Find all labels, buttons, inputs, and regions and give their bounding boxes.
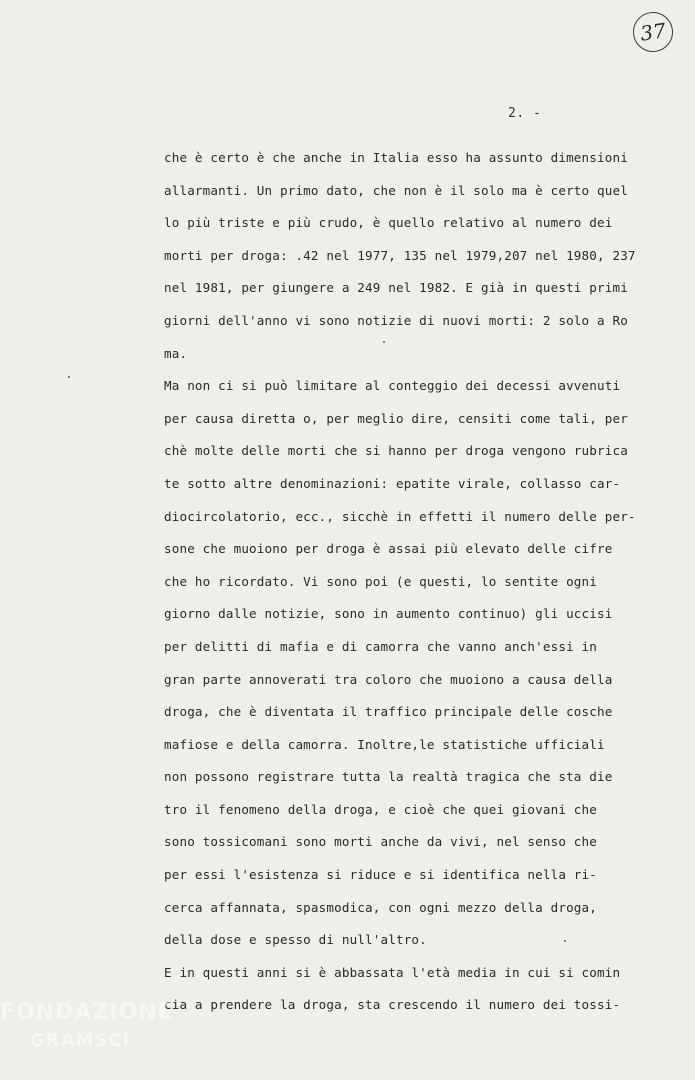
text-line: non possono registrare tutta la realtà tragica che sta die	[164, 769, 613, 785]
paper-speck	[564, 940, 566, 942]
text-line: droga, che è diventata il traffico principale delle cosche	[164, 704, 613, 720]
text-line: giorni dell'anno vi sono notizie di nuovi morti: 2 solo a Ro	[164, 312, 628, 328]
text-line: che è certo è che anche in Italia esso ha assunto dimensioni	[164, 150, 628, 165]
text-line: morti per droga: .42 nel 1977, 135 nel 1979,207 nel 1980, 237	[164, 247, 636, 263]
text-line: tro il fenomeno della droga, e cioè che quei giovani che	[164, 801, 597, 817]
paper-speck	[68, 376, 70, 378]
text-line: giorno dalle notizie, sono in aumento continuo) gli uccisi	[164, 606, 613, 622]
text-line: cia a prendere la droga, sta crescendo il numero dei tossi-	[164, 997, 621, 1013]
text-line: cerca affannata, spasmodica, con ogni mezzo della droga,	[164, 899, 597, 915]
watermark: FONDAZIONE	[0, 1000, 174, 1025]
body-text	[164, 142, 674, 1022]
text-line: sono tossicomani sono morti anche da vivi, nel senso che	[164, 834, 597, 850]
text-line: ma.	[164, 345, 188, 361]
text-line: nel 1981, per giungere a 249 nel 1982. E già in questi primi	[164, 280, 628, 296]
text-line: te sotto altre denominazioni: epatite virale, collasso car-	[164, 475, 621, 491]
text-line: per causa diretta o, per meglio dire, censiti come tali, per	[164, 410, 628, 426]
text-line: per essi l'esistenza si riduce e si identifica nella ri-	[164, 867, 597, 883]
text-line: che ho ricordato. Vi sono poi (e questi, lo sentite ogni	[164, 573, 597, 589]
text-line: gran parte annoverati tra coloro che muoiono a causa della	[164, 671, 613, 687]
page-stamp-number: 37	[638, 18, 668, 46]
text-line: mafiose e della camorra. Inoltre,le statistiche ufficiali	[164, 736, 605, 752]
text-line: per delitti di mafia e di camorra che vanno anch'essi in	[164, 638, 597, 654]
watermark-sub: GRAMSCI	[30, 1030, 131, 1051]
page-number: 2. -	[508, 106, 542, 121]
text-line: Ma non ci si può limitare al conteggio dei decessi avvenuti	[164, 378, 621, 394]
text-line: E in questi anni si è abbassata l'età media in cui si comin	[164, 964, 621, 980]
text-line: sone che muoiono per droga è assai più elevato delle cifre	[164, 541, 613, 557]
text-line: allarmanti. Un primo dato, che non è il solo ma è certo quel	[164, 182, 628, 198]
text-line: diocircolatorio, ecc., sicchè in effetti il numero delle per-	[164, 508, 636, 524]
page-stamp	[630, 9, 675, 54]
paper-speck	[383, 341, 385, 343]
text-line: chè molte delle morti che si hanno per droga vengono rubrica	[164, 443, 628, 459]
text-line: della dose e spesso di null'altro.	[164, 932, 427, 948]
text-line: lo più triste e più crudo, è quello relativo al numero dei	[164, 215, 613, 231]
